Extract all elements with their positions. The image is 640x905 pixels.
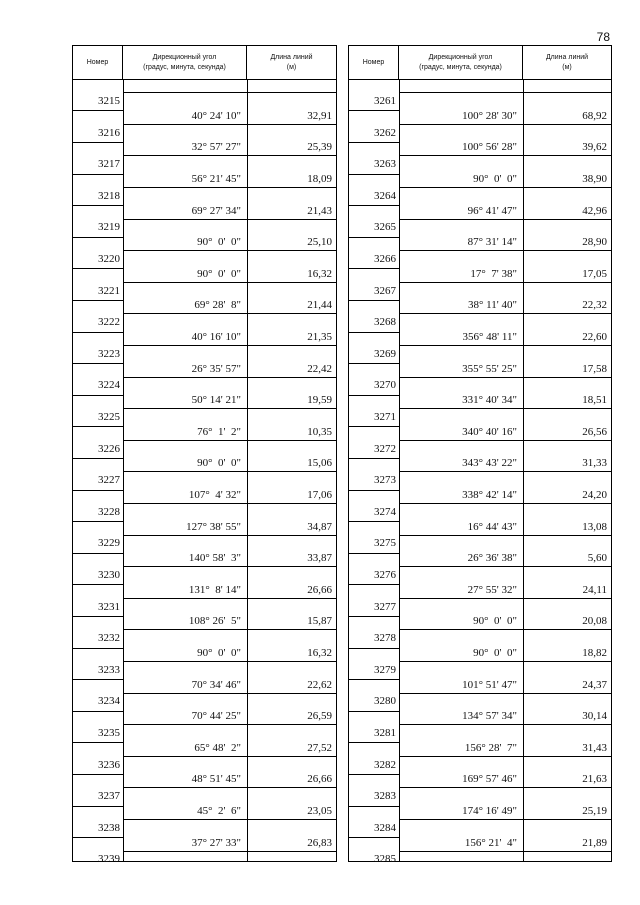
row-divider [123, 503, 336, 504]
row-divider [123, 345, 336, 346]
point-number-cell: 3225 [98, 411, 120, 423]
row-divider [73, 806, 123, 807]
point-number-cell: 3234 [98, 695, 120, 708]
line-length-cell: 26,83 [307, 836, 332, 849]
bearing-angle-cell: 40° 16' 10" [191, 331, 241, 343]
row-divider [399, 313, 611, 314]
row-divider [399, 250, 611, 251]
line-length-cell: 22,42 [307, 362, 332, 375]
line-length-cell: 17,58 [582, 362, 607, 375]
point-number-cell: 3230 [98, 569, 120, 581]
point-number-cell: 3269 [374, 347, 396, 360]
point-number-cell: 3283 [374, 790, 396, 803]
bearing-angle-cell: 90° 0' 0" [197, 236, 241, 249]
line-length-cell: 26,59 [307, 710, 332, 723]
line-length-cell: 22,32 [582, 299, 607, 312]
point-number-cell: 3215 [98, 95, 120, 107]
row-divider [73, 363, 123, 364]
point-number-cell: 3237 [98, 790, 120, 803]
point-number-cell: 3270 [374, 379, 396, 392]
header-line-length: Длина линий (м) [545, 53, 589, 71]
row-divider [349, 616, 399, 617]
row-divider [73, 711, 123, 712]
row-divider [349, 205, 399, 206]
bearing-angle-cell: 87° 31' 14" [467, 236, 517, 249]
row-divider [349, 426, 399, 427]
row-divider [73, 300, 123, 301]
point-number-cell: 3284 [374, 821, 396, 834]
header-bearing: Дирекционный угол (градус, минута, секунда) [123, 46, 247, 79]
row-divider [123, 440, 336, 441]
point-number-cell: 3279 [374, 663, 396, 676]
left-table [72, 45, 337, 866]
line-length-cell: 5,60 [587, 552, 607, 565]
row-divider [399, 851, 611, 852]
row-divider [73, 521, 123, 522]
bearing-angle-cell: 76° 1' 2" [197, 425, 241, 438]
row-divider [399, 693, 611, 694]
point-number-cell: 3236 [98, 758, 120, 771]
row-divider [123, 377, 336, 378]
row-divider [399, 566, 611, 567]
row-divider [349, 268, 399, 269]
row-divider [73, 553, 123, 554]
row-divider [349, 110, 399, 111]
row-divider [349, 490, 399, 491]
point-number-cell: 3221 [98, 284, 120, 297]
bearing-angle-cell: 90° 0' 0" [197, 457, 241, 470]
row-divider [349, 521, 399, 522]
line-length-cell: 26,66 [307, 583, 332, 596]
row-divider [123, 471, 336, 472]
point-number-cell: 3238 [98, 821, 120, 834]
line-length-cell: 26,56 [582, 425, 607, 438]
row-divider [399, 92, 611, 93]
row-divider [73, 458, 123, 459]
point-number-cell: 3271 [374, 411, 396, 423]
point-number-cell: 3219 [98, 221, 120, 234]
line-length-cell: 25,10 [307, 236, 332, 249]
point-number-cell: 3239 [98, 853, 120, 866]
bearing-angle-cell: 355° 55' 25" [462, 362, 517, 375]
row-divider [349, 237, 399, 238]
bearing-angle-cell: 70° 44' 25" [191, 710, 241, 723]
row-divider [349, 837, 399, 838]
line-length-cell: 10,35 [307, 425, 332, 438]
line-length-cell: 21,35 [307, 331, 332, 343]
row-divider [349, 363, 399, 364]
line-length-cell: 20,08 [582, 615, 607, 628]
row-divider [399, 377, 611, 378]
line-length-cell: 21,44 [307, 299, 332, 312]
row-divider [123, 313, 336, 314]
row-divider [123, 92, 336, 93]
row-divider [73, 426, 123, 427]
row-divider [73, 774, 123, 775]
point-number-cell: 3228 [98, 505, 120, 518]
row-divider [399, 598, 611, 599]
bearing-angle-cell: 38° 11' 40" [468, 299, 517, 312]
row-divider [123, 598, 336, 599]
point-number-cell: 3263 [374, 158, 396, 171]
row-divider [123, 219, 336, 220]
line-length-cell: 32,91 [307, 109, 332, 122]
row-divider [399, 219, 611, 220]
point-number-cell: 3268 [374, 316, 396, 329]
line-length-cell: 22,60 [582, 331, 607, 343]
row-divider [349, 300, 399, 301]
bearing-angle-cell: 56° 21' 45" [191, 173, 241, 185]
line-length-cell: 24,20 [582, 489, 607, 501]
bearing-angle-cell: 331° 40' 34" [462, 394, 517, 407]
bearing-angle-cell: 48° 51' 45" [191, 773, 241, 786]
row-divider [349, 553, 399, 554]
line-length-cell: 42,96 [582, 204, 607, 217]
row-divider [123, 124, 336, 125]
row-divider [349, 174, 399, 175]
line-length-cell: 31,43 [582, 741, 607, 754]
row-divider [123, 187, 336, 188]
header-point-number: Номер [73, 46, 123, 79]
row-divider [349, 806, 399, 807]
line-length-cell: 21,43 [307, 204, 332, 217]
line-length-cell: 23,05 [307, 805, 332, 817]
row-divider [399, 756, 611, 757]
bearing-angle-cell: 37° 27' 33" [191, 836, 241, 849]
bearing-angle-cell: 50° 14' 21" [191, 394, 241, 407]
point-number-cell: 3262 [374, 126, 396, 139]
bearing-angle-cell: 356° 48' 11" [462, 331, 517, 343]
point-number-cell: 3266 [374, 253, 396, 265]
row-divider [73, 648, 123, 649]
row-divider [349, 742, 399, 743]
row-divider [399, 503, 611, 504]
bearing-angle-cell: 45° 2' 6" [197, 805, 241, 817]
header-point-number: Номер [349, 46, 399, 79]
row-divider [123, 566, 336, 567]
row-divider [349, 584, 399, 585]
bearing-angle-cell: 127° 38' 55" [186, 520, 241, 533]
row-divider [399, 787, 611, 788]
line-length-cell: 15,06 [307, 457, 332, 470]
row-divider [73, 268, 123, 269]
row-divider [73, 237, 123, 238]
bearing-angle-cell: 108° 26' 5" [188, 615, 241, 628]
row-divider [73, 837, 123, 838]
line-length-cell: 22,62 [307, 678, 332, 691]
point-number-cell: 3267 [374, 284, 396, 297]
row-divider [73, 332, 123, 333]
row-divider [73, 205, 123, 206]
row-divider [123, 787, 336, 788]
point-number-cell: 3273 [374, 474, 396, 487]
line-length-cell: 21,63 [582, 773, 607, 786]
row-divider [123, 756, 336, 757]
point-number-cell: 3264 [374, 189, 396, 202]
bearing-angle-cell: 16° 44' 43" [467, 520, 517, 533]
bearing-angle-cell: 69° 27' 34" [191, 204, 241, 217]
point-number-cell: 3278 [374, 632, 396, 645]
bearing-angle-cell: 90° 0' 0" [473, 647, 517, 659]
row-divider [73, 490, 123, 491]
point-number-cell: 3282 [374, 758, 396, 771]
bearing-angle-cell: 90° 0' 0" [473, 173, 517, 185]
line-length-cell: 18,82 [582, 647, 607, 659]
row-divider [399, 629, 611, 630]
row-divider [73, 584, 123, 585]
line-length-cell: 27,52 [307, 741, 332, 754]
point-number-cell: 3218 [98, 189, 120, 202]
row-divider [73, 616, 123, 617]
line-length-cell: 34,87 [307, 520, 332, 533]
bearing-angle-cell: 174° 16' 49" [462, 805, 517, 817]
header-bearing: Дирекционный угол (градус, минута, секунда) [399, 46, 523, 79]
line-length-cell: 31,33 [582, 457, 607, 470]
row-divider [123, 408, 336, 409]
point-number-cell: 3281 [374, 727, 396, 739]
bearing-angle-cell: 17° 7' 38" [470, 267, 517, 280]
point-number-cell: 3265 [374, 221, 396, 234]
page-number: 78 [596, 30, 610, 44]
row-divider [399, 661, 611, 662]
row-divider [73, 174, 123, 175]
row-divider [123, 282, 336, 283]
point-number-cell: 3276 [374, 569, 396, 581]
bearing-angle-cell: 131° 8' 14" [188, 583, 241, 596]
line-length-cell: 24,37 [582, 678, 607, 691]
row-divider [399, 471, 611, 472]
bearing-angle-cell: 40° 24' 10" [191, 109, 241, 122]
point-number-cell: 3232 [98, 632, 120, 645]
line-length-cell: 38,90 [582, 173, 607, 185]
point-number-cell: 3227 [98, 474, 120, 487]
row-divider [399, 724, 611, 725]
line-length-cell: 25,39 [307, 141, 332, 154]
line-length-cell: 13,08 [582, 520, 607, 533]
row-divider [349, 395, 399, 396]
point-number-cell: 3216 [98, 126, 120, 139]
line-length-cell: 28,90 [582, 236, 607, 249]
row-divider [399, 155, 611, 156]
row-divider [123, 724, 336, 725]
point-number-cell: 3222 [98, 316, 120, 329]
row-divider [123, 250, 336, 251]
point-number-cell: 3223 [98, 347, 120, 360]
row-divider [349, 774, 399, 775]
row-divider [349, 142, 399, 143]
bearing-angle-cell: 26° 35' 57" [191, 362, 241, 375]
row-divider [73, 679, 123, 680]
line-length-cell: 30,14 [582, 710, 607, 723]
row-divider [123, 661, 336, 662]
row-divider [123, 819, 336, 820]
bearing-angle-cell: 140° 58' 3" [188, 552, 241, 565]
point-number-cell: 3231 [98, 600, 120, 613]
row-divider [73, 742, 123, 743]
point-number-cell: 3277 [374, 600, 396, 613]
bearing-angle-cell: 90° 0' 0" [197, 647, 241, 659]
point-number-cell: 3217 [98, 158, 120, 171]
line-length-cell: 26,66 [307, 773, 332, 786]
row-divider [123, 155, 336, 156]
bearing-angle-cell: 69° 28' 8" [194, 299, 241, 312]
row-divider [399, 124, 611, 125]
line-length-cell: 17,06 [307, 489, 332, 501]
row-divider [349, 332, 399, 333]
bearing-angle-cell: 156° 21' 4" [464, 836, 517, 849]
line-length-cell: 33,87 [307, 552, 332, 565]
bearing-angle-cell: 100° 28' 30" [462, 109, 517, 122]
row-divider [399, 282, 611, 283]
bearing-angle-cell: 100° 56' 28" [462, 141, 517, 154]
header-line-length: Длина линий (м) [270, 53, 313, 71]
right-table [348, 45, 612, 866]
row-divider [73, 110, 123, 111]
point-number-cell: 3274 [374, 505, 396, 518]
row-divider [123, 693, 336, 694]
bearing-angle-cell: 96° 41' 47" [467, 204, 517, 217]
row-divider [399, 535, 611, 536]
row-divider [349, 711, 399, 712]
row-divider [399, 187, 611, 188]
bearing-angle-cell: 26° 36' 38" [467, 552, 517, 565]
point-number-cell: 3220 [98, 253, 120, 265]
point-number-cell: 3275 [374, 537, 396, 550]
point-number-cell: 3235 [98, 727, 120, 739]
row-divider [123, 851, 336, 852]
bearing-angle-cell: 169° 57' 46" [462, 773, 517, 786]
bearing-angle-cell: 90° 0' 0" [473, 615, 517, 628]
bearing-angle-cell: 134° 57' 34" [462, 710, 517, 723]
point-number-cell: 3285 [374, 853, 396, 866]
bearing-angle-cell: 338° 42' 14" [462, 489, 517, 501]
bearing-angle-cell: 107° 4' 32" [188, 489, 241, 501]
row-divider [73, 142, 123, 143]
point-number-cell: 3280 [374, 695, 396, 708]
line-length-cell: 24,11 [582, 583, 607, 596]
bearing-angle-cell: 156° 28' 7" [464, 741, 517, 754]
line-length-cell: 19,59 [307, 394, 332, 407]
point-number-cell: 3233 [98, 663, 120, 676]
line-length-cell: 16,32 [307, 267, 332, 280]
table-header [349, 46, 611, 80]
row-divider [123, 535, 336, 536]
bearing-angle-cell: 70° 34' 46" [191, 678, 241, 691]
bearing-angle-cell: 343° 43' 22" [462, 457, 517, 470]
point-number-cell: 3272 [374, 442, 396, 455]
line-length-cell: 68,92 [582, 109, 607, 122]
row-divider [73, 395, 123, 396]
point-number-cell: 3224 [98, 379, 120, 392]
bearing-angle-cell: 90° 0' 0" [197, 267, 241, 280]
bearing-angle-cell: 101° 51' 47" [462, 678, 517, 691]
row-divider [349, 648, 399, 649]
bearing-angle-cell: 65° 48' 2" [194, 741, 241, 754]
table-header [73, 46, 336, 80]
line-length-cell: 18,51 [582, 394, 607, 407]
line-length-cell: 18,09 [307, 173, 332, 185]
point-number-cell: 3229 [98, 537, 120, 550]
line-length-cell: 16,32 [307, 647, 332, 659]
bearing-angle-cell: 340° 40' 16" [462, 425, 517, 438]
row-divider [399, 408, 611, 409]
row-divider [349, 458, 399, 459]
row-divider [399, 440, 611, 441]
row-divider [349, 679, 399, 680]
line-length-cell: 15,87 [307, 615, 332, 628]
point-number-cell: 3261 [374, 95, 396, 107]
row-divider [399, 819, 611, 820]
bearing-angle-cell: 27° 55' 32" [467, 583, 517, 596]
point-number-cell: 3226 [98, 442, 120, 455]
line-length-cell: 17,05 [582, 267, 607, 280]
line-length-cell: 25,19 [582, 805, 607, 817]
bearing-angle-cell: 32° 57' 27" [191, 141, 241, 154]
line-length-cell: 21,89 [582, 836, 607, 849]
line-length-cell: 39,62 [582, 141, 607, 154]
row-divider [399, 345, 611, 346]
row-divider [123, 629, 336, 630]
